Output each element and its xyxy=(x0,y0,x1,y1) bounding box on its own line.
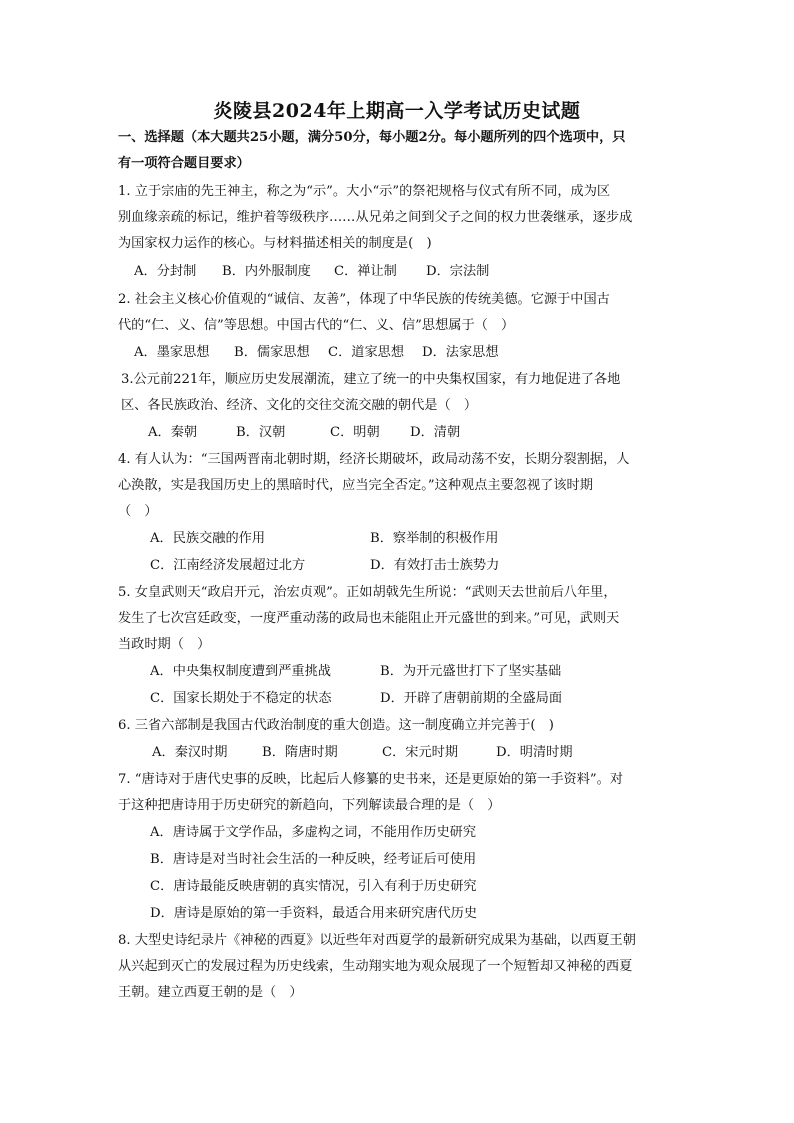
option-c: C．明朝 xyxy=(330,425,380,440)
option-c: C．禅让制 xyxy=(334,264,397,279)
option-c: C．江南经济发展超过北方 xyxy=(150,558,306,573)
option-d: D．法家思想 xyxy=(422,345,499,360)
question-text: 5. 女皇武则天“政启开元，治宏贞观”。正如胡戟先生所说：“武则天去世前后八年里， xyxy=(118,585,617,600)
option-d: D．宗法制 xyxy=(426,264,490,279)
option-d: D．有效打击士族势力 xyxy=(370,558,500,573)
question-text: 2. 社会主义核心价值观的“诚信、友善”，体现了中华民族的传统美德。它源于中国古 xyxy=(118,292,610,307)
section-heading-line-1: 一、选择题（本大题共25小题，满分50分，每小题2分。每小题所列的四个选项中，只 xyxy=(118,130,626,145)
option-c: C．宋元时期 xyxy=(382,745,459,760)
question-text: 7. “唐诗对于唐代史事的反映，比起后人修纂的史书来，还是更原始的第一手资料”。对 xyxy=(118,772,624,787)
page-title: 炎陵县2024年上期高一入学考试历史试题 xyxy=(213,100,581,122)
option-d: D．开辟了唐朝前期的全盛局面 xyxy=(380,691,563,706)
option-d: D．明清时期 xyxy=(496,745,573,760)
question-text: 8. 大型史诗纪录片《神秘的西夏》以近些年对西夏学的最新研究成果为基础，以西夏王朝 xyxy=(118,933,636,948)
option-b: B．隋唐时期 xyxy=(262,745,338,760)
option-a: A．中央集权制度遭到严重挑战 xyxy=(150,664,331,679)
option-b: B．察举制的积极作用 xyxy=(370,531,499,546)
section-heading-line-2: 有一项符合题目要求） xyxy=(118,156,250,171)
option-b: B．为开元盛世打下了坚实基础 xyxy=(380,664,562,679)
option-a: A．民族交融的作用 xyxy=(150,531,266,546)
question-text: 4. 有人认为：“三国两晋南北朝时期，经济长期破坏，政局动荡不安，长期分裂割据，人 xyxy=(118,452,630,467)
question-text: 区、各民族政治、经济、文化的交往交流交融的朝代是（ ） xyxy=(121,398,478,413)
option-d: D．唐诗是原始的第一手资料，最适合用来研究唐代历史 xyxy=(150,906,478,921)
option-d: D．清朝 xyxy=(410,425,461,440)
question-text: （ ） xyxy=(118,504,158,519)
question-text: 当政时期（ ） xyxy=(118,637,211,652)
question-text: 于这种把唐诗用于历史研究的新趋向，下列解读最合理的是（ ） xyxy=(118,798,501,813)
option-b: B．汉朝 xyxy=(236,425,286,440)
option-a: A．墨家思想 xyxy=(134,345,210,360)
option-a: A．唐诗属于文学作品，多虚构之词，不能用作历史研究 xyxy=(150,825,477,840)
question-text: 1. 立于宗庙的先王神主，称之为“示”。大小“示”的祭祀规格与仪式有所不同，成为区 xyxy=(118,184,611,199)
question-text: 3.公元前221年，顺应历史发展潮流，建立了统一的中央集权国家，有力地促进了各地 xyxy=(121,372,621,387)
question-text: 王朝。建立西夏王朝的是（ ） xyxy=(118,985,303,1000)
option-c: C．唐诗最能反映唐朝的真实情况，引入有利于历史研究 xyxy=(150,879,477,894)
question-text: 从兴起到灭亡的发展过程为历史线索，生动翔实地为观众展现了一个短暂却又神秘的西夏 xyxy=(118,959,633,974)
question-text: 代的“仁、义、信”等思想。中国古代的“仁、义、信”思想属于（ ） xyxy=(118,318,515,333)
option-b: B．儒家思想 xyxy=(234,345,310,360)
option-a: A．秦汉时期 xyxy=(152,745,228,760)
option-c: C．国家长期处于不稳定的状态 xyxy=(150,691,332,706)
option-c: C．道家思想 xyxy=(328,345,405,360)
question-text: 心涣散，实是我国历史上的黑暗时代，应当完全否定。”这种观点主要忽视了该时期 xyxy=(118,478,593,493)
option-a: A．秦朝 xyxy=(148,425,198,440)
question-text: 为国家权力运作的核心。与材料描述相关的制度是( ) xyxy=(118,236,432,251)
question-text: 6. 三省六部制是我国古代政治制度的重大创造。这一制度确立并完善于( ) xyxy=(118,718,554,733)
question-text: 发生了七次宫廷政变，一度严重动荡的政局也未能阻止开元盛世的到来。”可见，武则天 xyxy=(118,611,620,626)
question-text: 别血缘亲疏的标记，维护着等级秩序……从兄弟之间到父子之间的权力世袭继承，逐步成 xyxy=(118,210,633,225)
option-b: B．内外服制度 xyxy=(222,264,311,279)
option-b: B．唐诗是对当时社会生活的一种反映，经考证后可使用 xyxy=(150,852,477,867)
option-a: A．分封制 xyxy=(134,264,197,279)
